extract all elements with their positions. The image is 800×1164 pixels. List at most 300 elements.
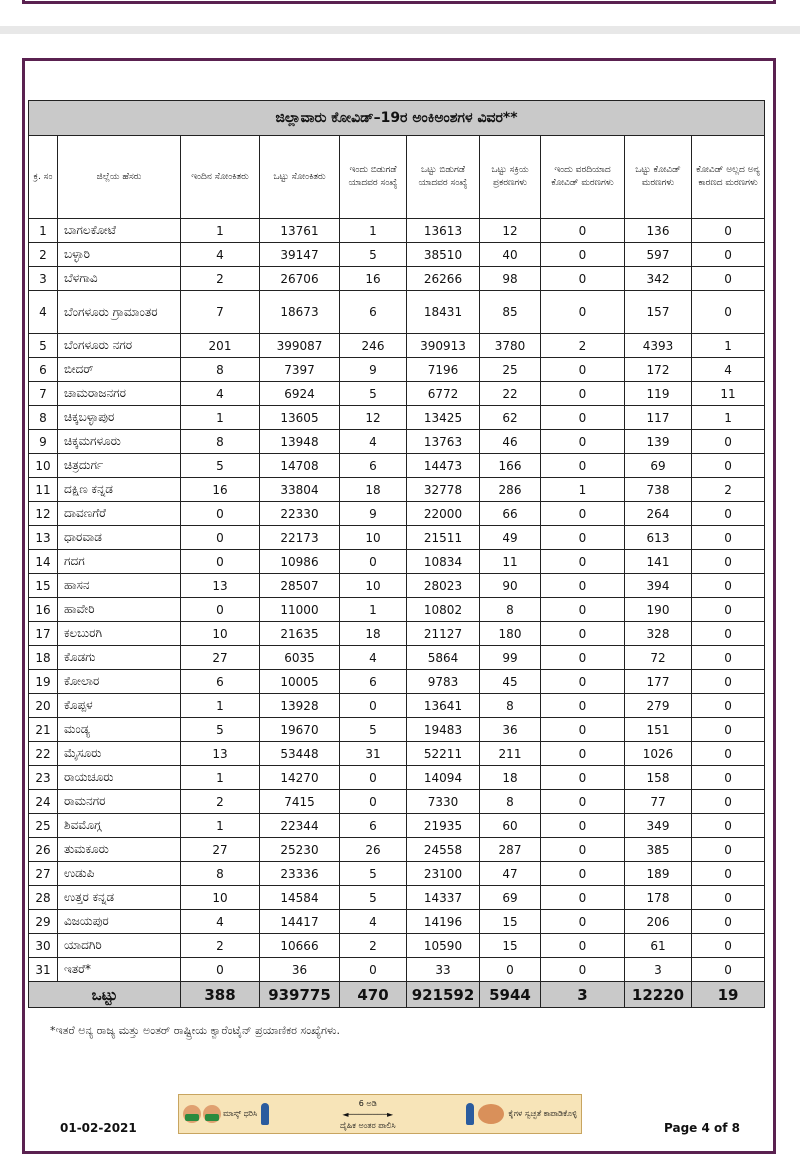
table-cell: 14708 [260,454,340,478]
table-cell: 0 [541,934,625,958]
page-separator [0,26,800,34]
table-cell: 2 [181,267,260,291]
table-cell: 394 [625,574,692,598]
column-header: ಇಂದು ವರದಿಯಾದ ಕೋವಿಡ್ ಮರಣಗಳು [541,136,625,219]
table-cell: 0 [340,790,407,814]
table-cell: 0 [181,598,260,622]
table-cell: 0 [692,886,765,910]
table-cell: 13948 [260,430,340,454]
table-cell: 4 [340,910,407,934]
table-cell: 0 [692,502,765,526]
table-cell: 13425 [407,406,480,430]
total-label: ಒಟ್ಟು [29,982,181,1008]
total-cell: 3 [541,982,625,1008]
table-cell: 0 [692,838,765,862]
table-row [29,430,765,454]
table-cell: 16 [181,478,260,502]
table-cell: 0 [692,934,765,958]
table-cell: 0 [692,574,765,598]
table-cell: 1 [340,219,407,243]
table-cell: 16 [340,267,407,291]
report-date: 01-02-2021 [60,1121,137,1135]
district-name-cell: ಚಿಕ್ಕಬಳ್ಳಾಪುರ [58,406,181,430]
district-name-cell: ಹಾಸನ [58,574,181,598]
table-cell: 151 [625,718,692,742]
table-cell: 390913 [407,334,480,358]
table-cell: 158 [625,766,692,790]
district-name-cell: ಬೀದರ್ [58,358,181,382]
previous-page-border [22,0,776,4]
table-cell: 12 [480,219,541,243]
table-cell: 60 [480,814,541,838]
table-cell: 66 [480,502,541,526]
covid-guidelines-banner [178,1094,582,1134]
table-cell: 98 [480,267,541,291]
district-name-cell: ಮಂಡ್ಯ [58,718,181,742]
table-cell: 342 [625,267,692,291]
table-cell: 5 [340,862,407,886]
table-cell: 12 [29,502,58,526]
table-cell: 20 [29,694,58,718]
table-cell: 0 [692,718,765,742]
footnote: *ಇತರೆ ಅನ್ಯ ರಾಜ್ಯ ಮತ್ತು ಅಂತರ್ ರಾಷ್ಟ್ರೀಯ ಕ್ವಾರೆಂಟೈನ್ ಪ್ರಯಾಣಿಕರ ಸಂಖ್ಯೆಗಳು. [50,1024,340,1037]
table-cell: 39147 [260,243,340,267]
table-cell: 7330 [407,790,480,814]
column-header: ಕೋವಿಡ್ ಅಲ್ಲದ ಅನ್ಯ ಕಾರಣದ ಮರಣಗಳು [692,136,765,219]
table-cell: 8 [181,430,260,454]
table-cell: 9 [340,502,407,526]
table-cell: 6 [181,670,260,694]
table-row [29,382,765,406]
mask-text: ಮಾಸ್ಕ್ ಧರಿಸಿ [223,1109,258,1118]
table-cell: 13928 [260,694,340,718]
table-cell: 23100 [407,862,480,886]
table-row [29,243,765,267]
table-cell: 399087 [260,334,340,358]
table-cell: 1 [692,406,765,430]
table-cell: 4393 [625,334,692,358]
table-cell: 5 [340,382,407,406]
table-cell: 23 [29,766,58,790]
table-cell: 49 [480,526,541,550]
district-name-cell: ಗದಗ [58,550,181,574]
table-row [29,766,765,790]
total-cell: 470 [340,982,407,1008]
table-cell: 1 [692,334,765,358]
table-cell: 5 [181,718,260,742]
table-cell: 287 [480,838,541,862]
table-cell: 0 [692,550,765,574]
table-cell: 22344 [260,814,340,838]
hands-text: ಕೈಗಳ ಸ್ವಚ್ಛತೆ ಕಾಪಾಡಿಕೊಳ್ಳಿ [508,1109,577,1118]
table-cell: 4 [181,910,260,934]
district-name-cell: ಉಡುಪಿ [58,862,181,886]
table-cell: 10590 [407,934,480,958]
table-cell: 0 [692,526,765,550]
table-cell: 8 [29,406,58,430]
table-cell: 0 [692,862,765,886]
table-cell: 25 [29,814,58,838]
table-row [29,526,765,550]
table-cell: 19670 [260,718,340,742]
table-cell: 0 [340,766,407,790]
table-cell: 0 [541,694,625,718]
table-cell: 206 [625,910,692,934]
table-cell: 6 [340,454,407,478]
table-cell: 136 [625,219,692,243]
table-cell: 31 [29,958,58,982]
table-cell: 90 [480,574,541,598]
table-cell: 10802 [407,598,480,622]
table-cell: 10 [181,622,260,646]
table-cell: 18 [340,622,407,646]
table-cell: 10005 [260,670,340,694]
table-cell: 69 [625,454,692,478]
table-cell: 8 [480,790,541,814]
table-cell: 1026 [625,742,692,766]
table-cell: 0 [541,958,625,982]
district-name-cell: ಕೊಡಗು [58,646,181,670]
table-cell: 25230 [260,838,340,862]
table-cell: 15 [480,910,541,934]
table-cell: 0 [692,219,765,243]
table-cell: 0 [541,766,625,790]
table-row [29,814,765,838]
table-row [29,790,765,814]
table-cell: 33804 [260,478,340,502]
table-cell: 18 [480,766,541,790]
table-cell: 8 [181,862,260,886]
distance-segment [269,1098,466,1131]
table-cell: 18431 [407,291,480,334]
table-row [29,406,765,430]
table-cell: 1 [29,219,58,243]
table-cell: 10834 [407,550,480,574]
district-name-cell: ದಾವಣಗೆರೆ [58,502,181,526]
table-cell: 0 [692,814,765,838]
table-cell: 0 [541,670,625,694]
hand-wash-icon [478,1104,504,1124]
table-body [29,219,765,1008]
district-name-cell: ಚಾಮರಾಜನಗರ [58,382,181,406]
table-cell: 10 [181,886,260,910]
table-cell: 0 [480,958,541,982]
district-name-cell: ಕೋಲಾರ [58,670,181,694]
table-cell: 31 [340,742,407,766]
table-cell: 19483 [407,718,480,742]
table-cell: 13 [181,742,260,766]
table-cell: 40 [480,243,541,267]
district-name-cell: ಬಾಗಲಕೋಟೆ [58,219,181,243]
table-cell: 0 [541,574,625,598]
table-cell: 119 [625,382,692,406]
district-name-cell: ಧಾರವಾಡ [58,526,181,550]
table-cell: 36 [260,958,340,982]
table-cell: 0 [692,766,765,790]
table-cell: 1 [181,406,260,430]
table-cell: 6 [340,291,407,334]
table-cell: 24 [29,790,58,814]
table-cell: 26 [29,838,58,862]
table-cell: 28507 [260,574,340,598]
table-cell: 0 [541,790,625,814]
table-row [29,910,765,934]
table-cell: 0 [541,526,625,550]
table-cell: 1 [181,814,260,838]
table-cell: 597 [625,243,692,267]
table-cell: 18 [29,646,58,670]
district-name-cell: ಬೆಂಗಳೂರು ಗ್ರಾಮಾಂತರ [58,291,181,334]
column-header: ಒಟ್ಟು ಸಕ್ರಿಯ ಪ್ರಕರಣಗಳು [480,136,541,219]
table-cell: 166 [480,454,541,478]
table-cell: 6 [340,670,407,694]
table-cell: 22 [480,382,541,406]
table-cell: 246 [340,334,407,358]
total-cell: 12220 [625,982,692,1008]
district-name-cell: ಶಿವಮೊಗ್ಗ [58,814,181,838]
table-cell: 0 [692,267,765,291]
table-cell: 38510 [407,243,480,267]
table-cell: 7415 [260,790,340,814]
table-cell: 5864 [407,646,480,670]
table-cell: 9783 [407,670,480,694]
table-cell: 0 [181,958,260,982]
table-row [29,502,765,526]
distance-value: 6 ಅಡಿ [358,1098,377,1108]
table-cell: 14584 [260,886,340,910]
table-cell: 2 [340,934,407,958]
table-cell: 0 [340,958,407,982]
table-cell: 189 [625,862,692,886]
table-cell: 6035 [260,646,340,670]
table-row [29,291,765,334]
table-cell: 77 [625,790,692,814]
district-name-cell: ಕಲಬುರಗಿ [58,622,181,646]
table-cell: 2 [181,790,260,814]
distance-text: ದೈಹಿಕ ಅಂತರ ಪಾಲಿಸಿ [339,1120,396,1130]
table-cell: 0 [692,243,765,267]
district-name-cell: ಉತ್ತರ ಕನ್ನಡ [58,886,181,910]
table-row [29,267,765,291]
table-cell: 72 [625,646,692,670]
district-name-cell: ಯಾದಗಿರಿ [58,934,181,958]
table-cell: 11000 [260,598,340,622]
table-row [29,838,765,862]
table-row [29,670,765,694]
table-cell: 2 [692,478,765,502]
district-name-cell: ಬೆಂಗಳೂರು ನಗರ [58,334,181,358]
table-row [29,550,765,574]
table-cell: 180 [480,622,541,646]
table-cell: 21635 [260,622,340,646]
table-cell: 10986 [260,550,340,574]
table-cell: 10 [29,454,58,478]
table-cell: 0 [692,958,765,982]
table-cell: 11 [480,550,541,574]
table-cell: 0 [541,382,625,406]
district-name-cell: ತುಮಕೂರು [58,838,181,862]
table-cell: 22330 [260,502,340,526]
person-icon [466,1103,474,1125]
district-name-cell: ಬಳ್ಳಾರಿ [58,243,181,267]
table-cell: 0 [181,526,260,550]
table-cell: 10666 [260,934,340,958]
table-cell: 0 [181,502,260,526]
header-row [29,136,765,219]
table-cell: 178 [625,886,692,910]
table-cell: 0 [692,694,765,718]
table-cell: 52211 [407,742,480,766]
table-cell: 69 [480,886,541,910]
table-cell: 14094 [407,766,480,790]
table-cell: 0 [541,406,625,430]
table-cell: 0 [541,454,625,478]
table-cell: 264 [625,502,692,526]
table-row [29,358,765,382]
table-row [29,862,765,886]
table-cell: 8 [480,694,541,718]
table-cell: 0 [541,910,625,934]
table-cell: 36 [480,718,541,742]
table-row [29,694,765,718]
table-cell: 0 [692,598,765,622]
table-cell: 0 [541,358,625,382]
table-cell: 5 [29,334,58,358]
table-cell: 22000 [407,502,480,526]
table-cell: 328 [625,622,692,646]
district-name-cell: ಮೈಸೂರು [58,742,181,766]
table-row [29,598,765,622]
table-cell: 18 [340,478,407,502]
table-cell: 5 [340,886,407,910]
table-row [29,334,765,358]
table-row [29,646,765,670]
table-row [29,934,765,958]
table-cell: 0 [692,622,765,646]
table-cell: 0 [692,670,765,694]
table-cell: 4 [181,243,260,267]
person-icon [261,1103,269,1125]
district-name-cell: ಹಾವೇರಿ [58,598,181,622]
table-cell: 10 [340,574,407,598]
district-name-cell: ಬೆಳಗಾವಿ [58,267,181,291]
table-cell: 1 [181,694,260,718]
table-cell: 349 [625,814,692,838]
district-name-cell: ರಾಮನಗರ [58,790,181,814]
statistics-sheet [28,100,764,1008]
table-cell: 0 [541,742,625,766]
total-cell: 921592 [407,982,480,1008]
masked-face-icon [183,1105,201,1123]
table-cell: 0 [692,646,765,670]
table-cell: 8 [181,358,260,382]
table-cell: 0 [541,646,625,670]
total-cell: 939775 [260,982,340,1008]
table-cell: 30 [29,934,58,958]
table-cell: 17 [29,622,58,646]
table-cell: 61 [625,934,692,958]
table-cell: 14 [29,550,58,574]
table-cell: 0 [541,243,625,267]
table-cell: 286 [480,478,541,502]
table-cell: 0 [541,598,625,622]
table-cell: 0 [541,291,625,334]
table-cell: 5 [181,454,260,478]
table-cell: 9 [29,430,58,454]
table-cell: 0 [181,550,260,574]
table-cell: 4 [340,430,407,454]
table-cell: 15 [480,934,541,958]
table-cell: 10 [340,526,407,550]
table-cell: 117 [625,406,692,430]
table-title: ಜಿಲ್ಲಾವಾರು ಕೋವಿಡ್–19ರ ಅಂಕಿಅಂಶಗಳ ವಿವರ** [29,101,765,136]
table-row [29,478,765,502]
table-cell: 2 [181,934,260,958]
table-cell: 157 [625,291,692,334]
table-cell: 27 [181,838,260,862]
table-cell: 211 [480,742,541,766]
table-cell: 6 [29,358,58,382]
column-header: ಒಟ್ಟು ಸೋಂಕಿತರು [260,136,340,219]
page-number: Page 4 of 8 [664,1121,740,1135]
district-name-cell: ಇತರೆ* [58,958,181,982]
total-cell: 19 [692,982,765,1008]
table-cell: 29 [29,910,58,934]
total-cell: 388 [181,982,260,1008]
table-cell: 190 [625,598,692,622]
table-cell: 7196 [407,358,480,382]
table-cell: 6772 [407,382,480,406]
table-row [29,742,765,766]
table-cell: 99 [480,646,541,670]
table-cell: 13763 [407,430,480,454]
table-cell: 8 [480,598,541,622]
table-cell: 1 [541,478,625,502]
table-cell: 11 [692,382,765,406]
table-cell: 0 [692,790,765,814]
table-cell: 4 [181,382,260,406]
table-cell: 0 [541,814,625,838]
table-cell: 13 [29,526,58,550]
table-cell: 4 [692,358,765,382]
table-cell: 85 [480,291,541,334]
table-cell: 21935 [407,814,480,838]
hands-segment [474,1095,581,1133]
table-cell: 3780 [480,334,541,358]
table-cell: 53448 [260,742,340,766]
mask-segment [179,1095,261,1133]
table-cell: 172 [625,358,692,382]
table-cell: 1 [340,598,407,622]
table-cell: 0 [541,550,625,574]
table-row [29,574,765,598]
table-cell: 1 [181,219,260,243]
table-cell: 13605 [260,406,340,430]
table-cell: 0 [541,502,625,526]
table-cell: 16 [29,598,58,622]
masked-face-icon [203,1105,221,1123]
table-cell: 2 [29,243,58,267]
total-cell: 5944 [480,982,541,1008]
table-cell: 0 [541,622,625,646]
column-header: ಒಟ್ಟು ಬಿಡುಗಡೆ ಯಾದವರ ಸಂಖ್ಯೆ [407,136,480,219]
district-name-cell: ಚಿಕ್ಕಮಗಳೂರು [58,430,181,454]
table-cell: 139 [625,430,692,454]
table-cell: 14337 [407,886,480,910]
column-header: ಇಂದಿನ ಸೋಂಕಿತರು [181,136,260,219]
table-cell: 14473 [407,454,480,478]
table-cell: 5 [340,718,407,742]
